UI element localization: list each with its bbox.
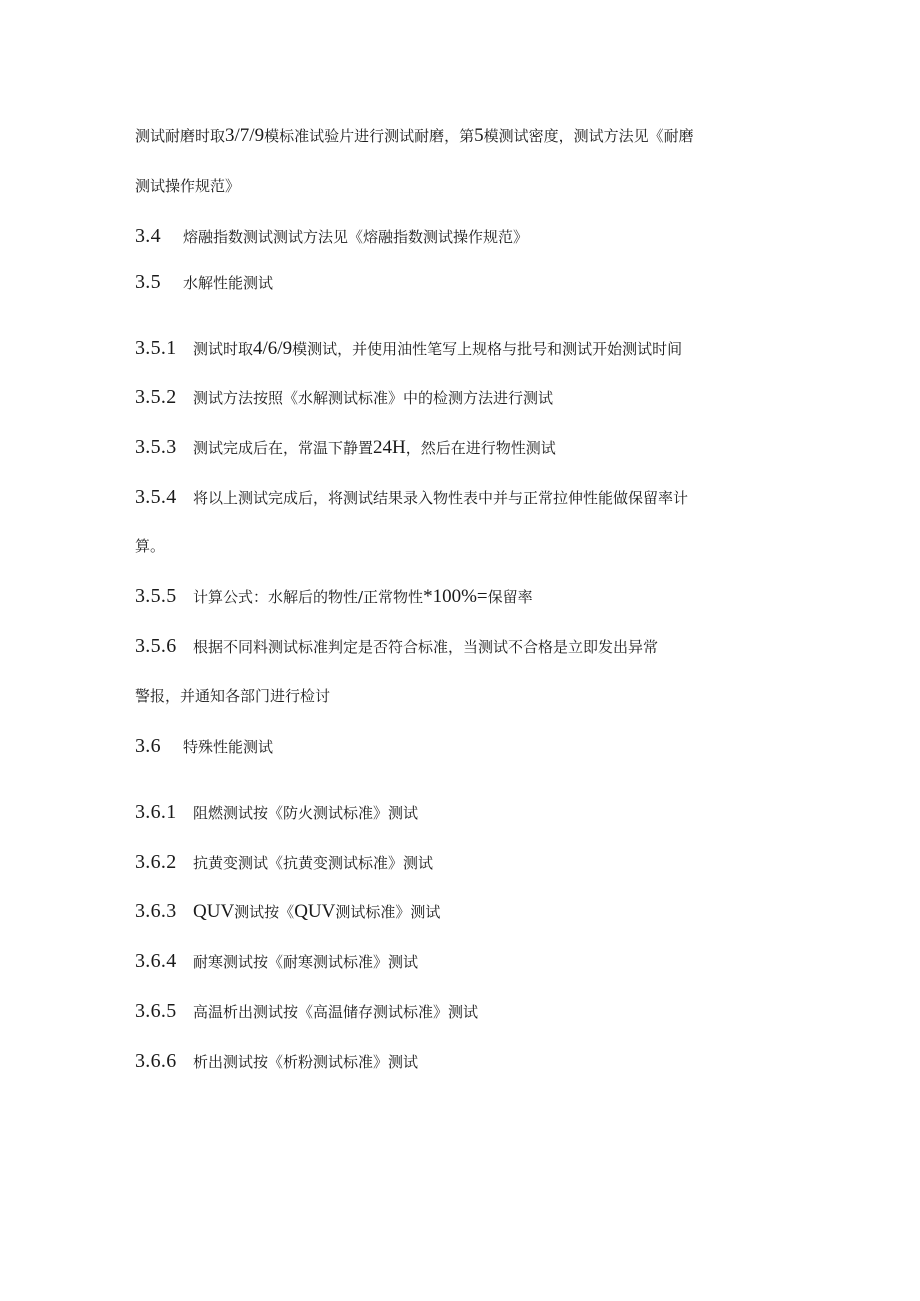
section-text-c: 保留率 — [487, 588, 533, 606]
intro-text-e: 模测试密度，测试方法见《耐磨 — [483, 127, 694, 145]
section-3-4 — [135, 226, 528, 247]
section-3-6-5 — [135, 1001, 478, 1022]
section-3-6-3 — [135, 901, 440, 922]
section-text: 熔融指数测试测试方法见《熔融指数测试操作规范》 — [183, 228, 529, 246]
intro-text-c: 模标准试验片进行测试耐磨，第 — [264, 127, 475, 145]
section-number: 3.6.2 — [135, 851, 177, 873]
intro-mold-numbers: 3/7/9 — [225, 125, 265, 146]
section-text: 特殊性能测试 — [183, 738, 274, 756]
section-number: 3.5.4 — [135, 486, 177, 508]
section-3-5-2 — [135, 387, 553, 408]
section-text: 高温析出测试按《高温储存测试标准》测试 — [193, 1003, 479, 1021]
section-3-5-3 — [135, 437, 556, 458]
section-text: 水解性能测试 — [183, 274, 274, 292]
section-3-5 — [135, 272, 273, 293]
section-number: 3.5 — [135, 271, 161, 293]
section-text: 阻燃测试按《防火测试标准》测试 — [193, 804, 419, 822]
intro-mold-5: 5 — [474, 125, 484, 146]
section-3-6-2 — [135, 852, 433, 873]
section-number: 3.6.1 — [135, 801, 177, 823]
section-number: 3.5.5 — [135, 585, 177, 607]
section-formula: *100%= — [423, 586, 488, 607]
section-3-5-6 — [135, 636, 658, 657]
section-number: 3.5.6 — [135, 635, 177, 657]
section-text: 根据不同料测试标准判定是否符合标准，当测试不合格是立即发出异常 — [193, 638, 659, 656]
section-3-6-6 — [135, 1051, 418, 1072]
section-text-d: 测试标准》测试 — [335, 903, 441, 921]
section-text: 将以上测试完成后，将测试结果录入物性表中并与正常拉伸性能做保留率计 — [193, 489, 689, 507]
section-3-5-5 — [135, 586, 533, 607]
intro-line-1 — [135, 126, 694, 146]
section-quv-c: QUV — [294, 901, 336, 922]
section-number: 3.6.3 — [135, 900, 177, 922]
section-number: 3.6.5 — [135, 1000, 177, 1022]
section-3-5-4 — [135, 487, 688, 508]
section-text-a: 测试时取 — [193, 340, 254, 358]
section-3-6-4 — [135, 951, 418, 972]
section-3-6 — [135, 736, 273, 757]
section-number: 3.6.4 — [135, 950, 177, 972]
section-3-5-4-continuation: 算。 — [135, 537, 166, 555]
section-quv-a: QUV — [193, 901, 235, 922]
section-text-a: 测试完成后在，常温下静置 — [193, 439, 374, 457]
section-duration: 24H — [373, 437, 406, 458]
section-text: 析出测试按《析粉测试标准》测试 — [193, 1053, 419, 1071]
section-text-c: 模测试，并使用油性笔写上规格与批号和测试开始测试时间 — [292, 340, 683, 358]
section-number: 3.4 — [135, 225, 161, 247]
section-text-b: 测试按《 — [234, 903, 295, 921]
section-number: 3.6 — [135, 735, 161, 757]
section-number: 3.5.2 — [135, 386, 177, 408]
section-number: 3.6.6 — [135, 1050, 177, 1072]
section-3-6-1 — [135, 802, 418, 823]
section-number: 3.5.1 — [135, 337, 177, 359]
intro-line-2: 测试操作规范》 — [135, 177, 241, 195]
section-number: 3.5.3 — [135, 436, 177, 458]
section-mold-numbers: 4/6/9 — [253, 338, 293, 359]
section-text: 耐寒测试按《耐寒测试标准》测试 — [193, 953, 419, 971]
section-3-5-6-continuation: 警报，并通知各部门进行检讨 — [135, 687, 331, 705]
intro-text-a: 测试耐磨时取 — [135, 127, 226, 145]
section-text-c: ，然后在进行物性测试 — [405, 439, 556, 457]
section-text-a: 计算公式：水解后的物性/正常物性 — [193, 588, 424, 606]
section-text: 抗黄变测试《抗黄变测试标准》测试 — [193, 854, 434, 872]
section-3-5-1 — [135, 338, 682, 359]
section-text: 测试方法按照《水解测试标准》中的检测方法进行测试 — [193, 389, 554, 407]
